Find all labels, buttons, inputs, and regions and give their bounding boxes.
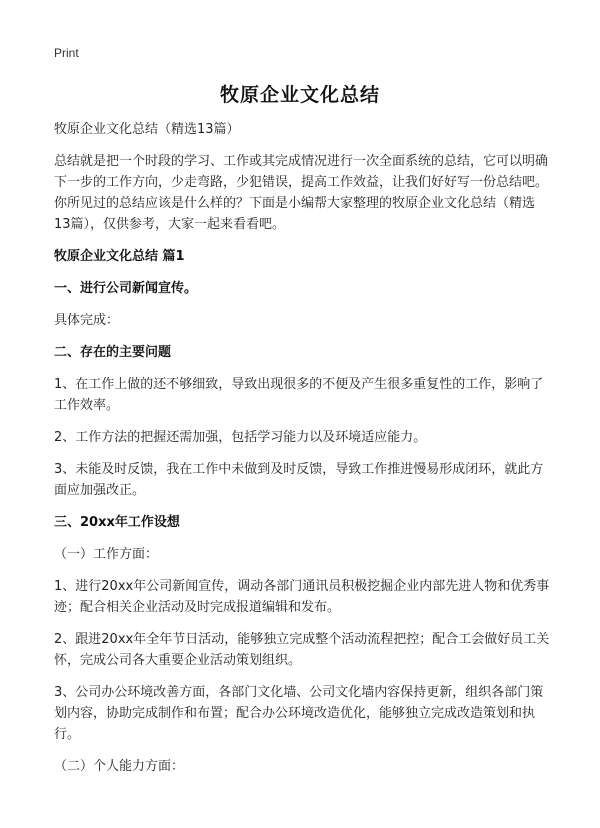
section1-text: 具体完成： [54, 313, 120, 328]
section3-item: 1、进行20xx年公司新闻宣传，调动各部门通讯员积极挖掘企业内部先进人物和优秀事迹；配合相关企业活动及时完成报道编辑和发布。 [54, 579, 550, 615]
section1-heading: 一、进行公司新闻宣传。 [54, 281, 198, 296]
print-label: Print [54, 46, 79, 60]
sub1-heading: （一）工作方面： [54, 547, 159, 562]
section2-item: 3、未能及时反馈，我在工作中未做到及时反馈，导致工作推进慢易形成闭环，就此方面应加强改正。 [54, 462, 544, 498]
section3-item: 2、跟进20xx年全年节日活动，能够独立完成整个活动流程把控；配合工会做好员工关怀，完成公司各大重要企业活动策划组织。 [54, 632, 550, 668]
intro-paragraph: 总结就是把一个时段的学习、工作或其完成情况进行一次全面系统的总结，它可以明确下一步的工作方向，少走弯路，少犯错误，提高工作效益，让我们好好写一份总结吧。你所见过的总结应该是什么样的？下面是小编帮大家整理的牧原企业文化总结（精选13篇），仅供参考，大家一起来看看吧。 [54, 154, 549, 232]
article-heading: 牧原企业文化总结 篇1 [54, 249, 185, 264]
document-title: 牧原企业文化总结 [219, 84, 380, 106]
document-body [54, 119, 550, 788]
section3-item: 3、公司办公环境改善方面，各部门文化墙、公司文化墙内容保持更新，组织各部门策划内容，协助完成制作和布置；配合办公环境改造优化，能够独立完成改造策划和执行。 [54, 685, 544, 742]
document-subtitle: 牧原企业文化总结（精选13篇） [54, 122, 240, 137]
section2-heading: 二、存在的主要问题 [54, 345, 172, 360]
section2-item: 1、在工作上做的还不够细致，导致出现很多的不便及产生很多重复性的工作，影响了工作效率。 [54, 377, 544, 413]
section2-item: 2、工作方法的把握还需加强，包括学习能力以及环境适应能力。 [54, 430, 427, 445]
sub2-heading: （二）个人能力方面： [54, 759, 185, 774]
section3-heading: 三、20xx年工作设想 [54, 515, 180, 530]
